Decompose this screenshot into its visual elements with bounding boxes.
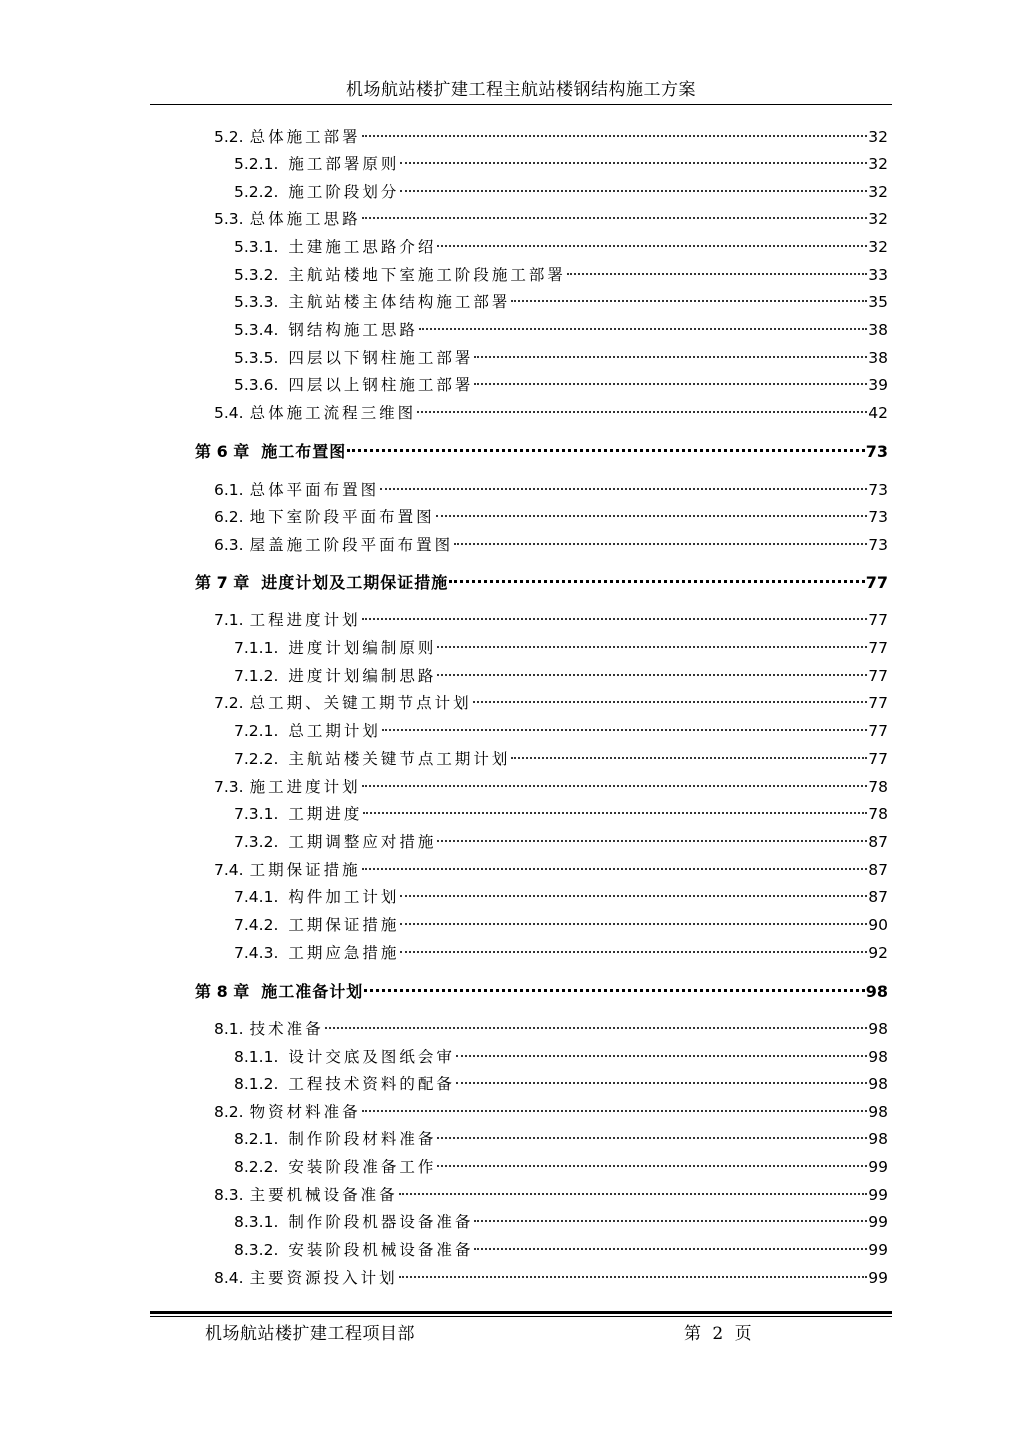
toc-entry-title: 钢结构施工思路 [288,321,418,339]
toc-dot-leader [567,273,867,275]
toc-entry-page: 32 [868,210,888,228]
toc-entry-title: 施工阶段划分 [288,183,400,201]
toc-entry-page: 87 [868,888,888,906]
toc-entry[interactable] [234,664,888,688]
toc-entry-title: 总体施工思路 [249,210,361,228]
toc-entry-number: 第 8 章 [195,982,250,1001]
toc-dot-leader [362,618,868,620]
toc-entry-number: 7.1.2. [234,667,279,685]
toc-entry-number: 7.4.2. [234,916,279,934]
toc-entry-page: 77 [868,694,888,712]
toc-chapter-entry[interactable] [195,571,888,595]
toc-entry-title: 总工期、关键工期节点计划 [249,694,472,712]
toc-entry-title: 技术准备 [249,1020,324,1038]
toc-entry[interactable] [214,608,888,632]
toc-dot-leader [364,989,864,992]
toc-dot-leader [474,1248,867,1250]
toc-entry-number: 5.2. [214,128,244,146]
toc-entry-page: 78 [868,778,888,796]
toc-entry-page: 33 [868,266,888,284]
toc-entry-page: 87 [868,861,888,879]
toc-entry[interactable] [214,1183,888,1207]
toc-entry-page: 42 [868,404,888,422]
toc-entry-number: 8.2.2. [234,1158,279,1176]
toc-entry-title: 构件加工计划 [288,888,400,906]
toc-dot-leader [382,729,867,731]
toc-entry-title: 四层以下钢柱施工部署 [288,349,474,367]
toc-entry[interactable] [234,636,888,660]
toc-dot-leader [474,1220,867,1222]
toc-entry-page: 32 [868,183,888,201]
toc-entry-title: 主要机械设备准备 [249,1186,398,1204]
toc-entry-title: 进度计划编制原则 [288,639,437,657]
toc-entry[interactable] [214,691,888,715]
footer-divider-thin [150,1316,892,1317]
toc-dot-leader [454,543,867,545]
toc-entry-title: 制作阶段材料准备 [288,1130,437,1148]
toc-entry-number: 5.3. [214,210,244,228]
toc-entry-page: 73 [865,442,888,461]
toc-dot-leader [362,217,868,219]
toc-dot-leader [363,812,867,814]
toc-dot-leader [437,840,867,842]
toc-entry-title: 总体施工流程三维图 [249,404,417,422]
toc-entry-number: 7.2.1. [234,722,279,740]
toc-entry-title: 四层以上钢柱施工部署 [288,376,474,394]
toc-dot-leader [419,328,867,330]
toc-entry-number: 8.3.2. [234,1241,279,1259]
toc-entry-number: 7.1.1. [234,639,279,657]
toc-entry-page: 98 [868,1020,888,1038]
toc-dot-leader [400,951,867,953]
toc-entry-title: 工期保证措施 [249,861,361,879]
toc-entry-number: 7.4. [214,861,244,879]
toc-dot-leader [325,1027,868,1029]
toc-dot-leader [417,411,867,413]
toc-entry[interactable] [214,1017,888,1041]
toc-dot-leader [511,300,867,302]
toc-entry-page: 78 [868,805,888,823]
toc-entry[interactable] [214,125,888,149]
toc-entry-number: 第 6 章 [195,442,250,461]
toc-dot-leader [347,449,864,452]
toc-entry[interactable] [234,802,888,826]
toc-dot-leader [449,580,864,583]
toc-entry-number: 8.4. [214,1269,244,1287]
toc-entry-title: 工期调整应对措施 [288,833,437,851]
toc-entry[interactable] [234,263,888,287]
toc-entry-title: 工程技术资料的配备 [288,1075,455,1093]
toc-entry-page: 99 [868,1213,888,1231]
toc-chapter-entry[interactable] [195,980,888,1004]
toc-entry-number: 5.3.1. [234,238,279,256]
toc-dot-leader [362,785,868,787]
toc-entry[interactable] [234,1072,888,1096]
toc-entry-number: 5.2.2. [234,183,279,201]
toc-entry-number: 8.2.1. [234,1130,279,1148]
toc-entry[interactable] [234,830,888,854]
toc-entry-title: 屋盖施工阶段平面布置图 [249,536,454,554]
toc-entry[interactable] [234,318,888,342]
toc-entry[interactable] [234,235,888,259]
toc-dot-leader [437,674,867,676]
toc-entry-page: 35 [868,293,888,311]
toc-entry-number: 7.3.2. [234,833,279,851]
toc-entry[interactable] [234,913,888,937]
toc-entry[interactable] [234,346,888,370]
toc-dot-leader [400,895,867,897]
footer-divider-thick [150,1311,892,1314]
toc-entry[interactable] [214,1266,888,1290]
toc-entry-page: 38 [868,321,888,339]
toc-entry-number: 8.3.1. [234,1213,279,1231]
toc-entry[interactable] [234,885,888,909]
toc-entry-title: 工期应急措施 [288,944,400,962]
toc-entry[interactable] [234,1238,888,1262]
toc-entry-title: 总体平面布置图 [249,481,380,499]
toc-dot-leader [437,1165,867,1167]
toc-entry-page: 32 [868,155,888,173]
toc-dot-leader [473,701,868,703]
toc-entry-page: 77 [865,573,888,592]
toc-entry-number: 8.2. [214,1103,244,1121]
toc-dot-leader [399,1193,868,1195]
toc-entry[interactable] [234,152,888,176]
toc-entry[interactable] [234,180,888,204]
toc-entry-title: 土建施工思路介绍 [288,238,437,256]
toc-entry-number: 8.1.1. [234,1048,279,1066]
toc-entry-page: 73 [868,536,888,554]
toc-entry[interactable] [214,533,888,557]
toc-entry-page: 99 [868,1186,888,1204]
toc-entry-title: 制作阶段机器设备准备 [288,1213,474,1231]
toc-entry-page: 98 [868,1130,888,1148]
toc-dot-leader [437,245,867,247]
toc-entry-number: 5.3.2. [234,266,279,284]
toc-entry-page: 77 [868,639,888,657]
toc-entry-page: 73 [868,508,888,526]
toc-entry-number: 8.3. [214,1186,244,1204]
toc-dot-leader [399,1276,868,1278]
toc-entry-page: 39 [868,376,888,394]
toc-entry[interactable] [214,207,888,231]
toc-dot-leader [474,356,867,358]
toc-entry-title: 总工期计划 [288,722,381,740]
toc-entry-page: 92 [868,944,888,962]
toc-entry-number: 7.4.3. [234,944,279,962]
toc-entry-title: 地下室阶段平面布置图 [249,508,435,526]
footer-page-number: 第 2 页 [684,1324,752,1344]
toc-entry-number: 7.4.1. [234,888,279,906]
toc-entry[interactable] [234,1127,888,1151]
toc-dot-leader [400,190,867,192]
toc-entry[interactable] [234,1045,888,1069]
toc-entry-title: 物资材料准备 [249,1103,361,1121]
toc-entry-title: 总体施工部署 [249,128,361,146]
toc-entry-title: 主航站楼地下室施工阶段施工部署 [288,266,566,284]
toc-entry-number: 7.3. [214,778,244,796]
toc-entry-number: 5.2.1. [234,155,279,173]
toc-dot-leader [456,1082,867,1084]
toc-entry-number: 6.1. [214,481,244,499]
toc-entry[interactable] [214,1100,888,1124]
toc-entry-page: 77 [868,611,888,629]
toc-entry-page: 77 [868,722,888,740]
toc-dot-leader [362,135,868,137]
toc-entry[interactable] [234,1155,888,1179]
toc-entry-page: 32 [868,128,888,146]
toc-entry-title: 工期保证措施 [288,916,400,934]
toc-entry-page: 32 [868,238,888,256]
toc-entry-page: 99 [868,1158,888,1176]
toc-dot-leader [400,162,867,164]
toc-entry-title: 施工布置图 [261,442,347,461]
toc-entry-number: 7.2.2. [234,750,279,768]
toc-entry-page: 77 [868,750,888,768]
toc-entry-page: 90 [868,916,888,934]
toc-dot-leader [362,1110,868,1112]
toc-entry-number: 8.1. [214,1020,244,1038]
toc-entry-page: 38 [868,349,888,367]
toc-entry-number: 5.3.6. [234,376,279,394]
toc-entry-title: 进度计划及工期保证措施 [261,573,449,592]
toc-entry[interactable] [234,719,888,743]
toc-entry-title: 主航站楼关键节点工期计划 [288,750,511,768]
toc-dot-leader [400,923,867,925]
toc-entry-number: 5.3.5. [234,349,279,367]
toc-entry-page: 77 [868,667,888,685]
toc-entry-title: 施工进度计划 [249,778,361,796]
toc-entry[interactable] [214,858,888,882]
toc-entry-page: 99 [868,1269,888,1287]
toc-entry-number: 5.3.4. [234,321,279,339]
toc-entry-title: 主航站楼主体结构施工部署 [288,293,511,311]
toc-entry-number: 6.2. [214,508,244,526]
toc-entry-number: 7.3.1. [234,805,279,823]
toc-entry[interactable] [214,401,888,425]
toc-dot-leader [456,1055,867,1057]
toc-entry-title: 工期进度 [288,805,363,823]
toc-entry-title: 主要资源投入计划 [249,1269,398,1287]
toc-entry-page: 99 [868,1241,888,1259]
toc-entry-title: 工程进度计划 [249,611,361,629]
page-header-title: 机场航站楼扩建工程主航站楼钢结构施工方案 [346,80,696,100]
toc-entry-page: 98 [865,982,888,1001]
toc-entry-page: 98 [868,1075,888,1093]
toc-entry[interactable] [214,775,888,799]
toc-dot-leader [474,383,867,385]
toc-entry-title: 安装阶段准备工作 [288,1158,437,1176]
toc-entry-title: 施工准备计划 [261,982,364,1001]
toc-dot-leader [380,488,867,490]
toc-entry-number: 第 7 章 [195,573,250,592]
toc-chapter-entry[interactable] [195,440,888,464]
toc-entry-title: 进度计划编制思路 [288,667,437,685]
toc-entry-page: 98 [868,1048,888,1066]
toc-dot-leader [437,646,867,648]
toc-entry[interactable] [234,290,888,314]
toc-entry-page: 98 [868,1103,888,1121]
toc-dot-leader [362,868,868,870]
toc-entry-number: 5.3.3. [234,293,279,311]
toc-entry-page: 73 [868,481,888,499]
toc-entry-number: 7.1. [214,611,244,629]
toc-dot-leader [436,515,868,517]
toc-entry-title: 设计交底及图纸会审 [288,1048,455,1066]
toc-entry[interactable] [234,941,888,965]
toc-dot-leader [511,757,867,759]
toc-entry-page: 87 [868,833,888,851]
toc-entry-number: 6.3. [214,536,244,554]
toc-entry-number: 5.4. [214,404,244,422]
toc-dot-leader [437,1137,867,1139]
toc-entry[interactable] [234,1210,888,1234]
toc-entry[interactable] [234,747,888,771]
toc-entry-number: 8.1.2. [234,1075,279,1093]
footer-organization: 机场航站楼扩建工程项目部 [205,1324,415,1344]
toc-entry-number: 7.2. [214,694,244,712]
toc-entry-title: 安装阶段机械设备准备 [288,1241,474,1259]
toc-entry-title: 施工部署原则 [288,155,400,173]
toc-entry[interactable] [234,373,888,397]
toc-entry[interactable] [214,505,888,529]
toc-entry[interactable] [214,478,888,502]
